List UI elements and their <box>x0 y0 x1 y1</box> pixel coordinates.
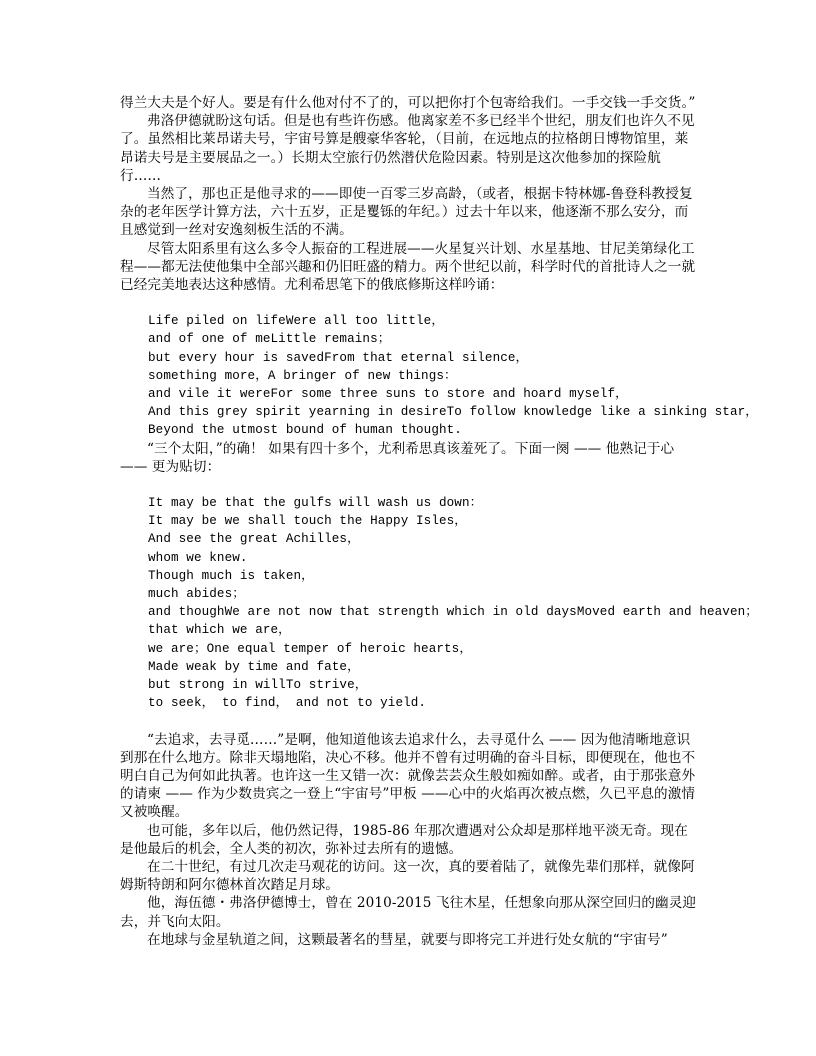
poem-line: and thoughWe are not now that strength which in old daysMoved earth and heaven； <box>148 605 758 620</box>
poem-line: whom we knew. <box>148 550 248 565</box>
poem-line: It may be that the gulfs will wash us down： <box>148 496 483 511</box>
paragraph: 他，海伍德・弗洛伊德博士，曾在 2010-2015 飞往木星，任想象向那从深空回归的幽灵迎去，并飞向太阳。 <box>120 895 697 930</box>
poem-line: we are；One equal temper of heroic hearts， <box>148 641 473 656</box>
poem-line: to seek， to find， and not to yield. <box>148 696 427 711</box>
poem-block <box>120 312 758 439</box>
poem-line: Beyond the utmost bound of human thought. <box>148 423 462 438</box>
paragraph: 也可能，多年以后，他仍然记得，1985-86 年那次遭遇对公众却是那样地平淡无奇。现在是他最后的机会，全人类的初次，弥补过去所有的遗憾。 <box>120 822 688 857</box>
poem-line: It may be we shall touch the Happy Isles， <box>148 514 467 529</box>
spacer <box>120 713 698 731</box>
poem-line: And this grey spirit yearning in desireTo follow knowledge like a sinking star， <box>148 405 758 420</box>
paragraph: 在二十世纪，有过几次走马观花的访问。这一次，真的要着陆了，就像先辈们那样，就像阿姆斯特朗和阿尔德林首次踏足月球。 <box>120 858 695 894</box>
paragraph: 得兰大夫是个好人。要是有什么他对付不了的，可以把你打个包寄给我们。一手交钱一手交货。” <box>120 95 696 111</box>
paragraph: “三个太阳，”的确！ 如果有四十多个，尤利希思真该羞死了。下面一阕 —— 他熟记于心 —— 更为贴切： <box>120 440 675 475</box>
poem-line: something more，A bringer of new things： <box>148 368 457 383</box>
spacer <box>120 476 698 494</box>
poem-line: that which we are， <box>148 623 291 638</box>
poem-line: And see the great Achilles， <box>148 532 360 547</box>
poem-line: and vile it wereFor some three suns to store and hoard myself， <box>148 387 628 402</box>
spacer <box>120 294 698 312</box>
poem-line: Made weak by time and fate， <box>148 659 360 674</box>
poem-line: but every hour is savedFrom that eternal silence， <box>148 350 529 365</box>
paragraph: 弗洛伊德就盼这句话。但是也有些许伤感。他离家差不多已经半个世纪，朋友们也许久不见了。虽然相比莱昂诺夫号，宇宙号算是艘豪华客轮，（目前，在远地点的拉格朗日博物馆里，莱昂诺夫号是主要展品之一。）长期太空旅行仍然潜伏危险因素。特别是这次他参加的探险航行…… <box>120 113 695 184</box>
paragraph: 尽管太阳系里有这么多令人振奋的工程进展——火星复兴计划、水星基地、甘尼美第绿化工程——都无法使他集中全部兴趣和仍旧旺盛的精力。两个世纪以前，科学时代的首批诗人之一就已经完美地表达这种感情。尤利希思笔下的俄底修斯这样吟诵： <box>120 240 696 294</box>
poem-line: Life piled on lifeWere all too little， <box>148 314 445 329</box>
poem-line: but strong in willTo strive， <box>148 678 368 693</box>
document-body <box>120 94 758 949</box>
paragraph: 在地球与金星轨道之间，这颗最著名的彗星，就要与即将完工并进行处女航的“宇宙号” <box>147 931 668 948</box>
poem-line: much abides； <box>148 587 245 602</box>
poem-line: Though much is taken， <box>148 568 314 583</box>
paragraph: 当然了，那也正是他寻求的——即使一百零三岁高龄，（或者，根据卡特林娜-鲁登科教授复杂的老年医学计算方法，六十五岁，正是矍铄的年纪。）过去十年以来，他逐渐不那么安分，而且感觉到一丝对安逸刻板生活的不满。 <box>120 186 693 239</box>
paragraph: “去追求，去寻觅……”是啊，他知道他该去追求什么，去寻觅什么 —— 因为他清晰地意识到那在什么地方。除非天塌地陷，决心不移。他并不曾有过明确的奋斗目标，即便现在，他也不明白自己为何如此执著。也许这一生又错一次：就像芸芸众生般如痴如醉。或者，由于那张意外的请柬 —— 作为少数贵宾之一登上“宇宙号”甲板 ——心中的火焰再次被点燃，久已平息的激情又被唤醒。 <box>120 731 696 821</box>
poem-block <box>120 494 758 712</box>
poem-line: and of one of meLittle remains； <box>148 332 391 347</box>
